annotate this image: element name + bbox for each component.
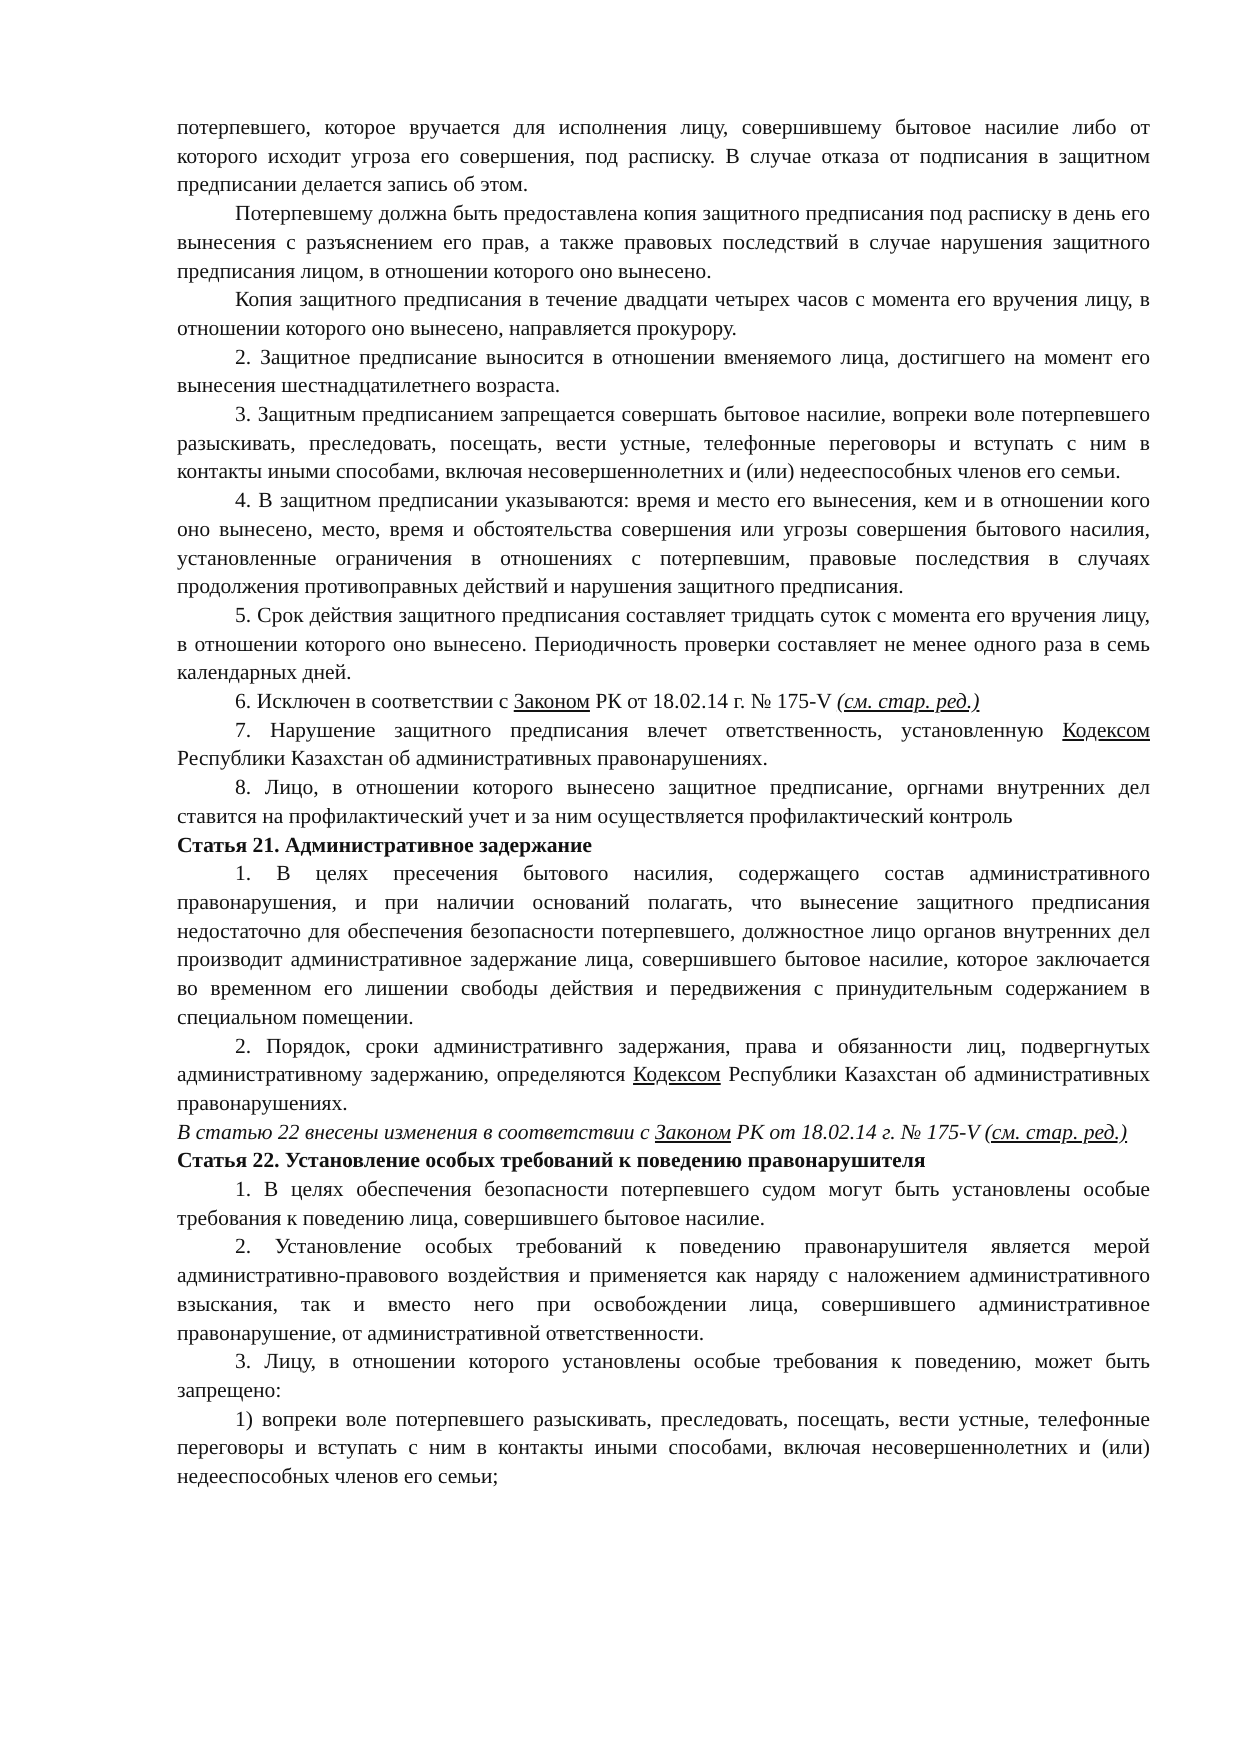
amendment-note — [177, 1118, 1150, 1147]
article-22-item-2: 2. Установление особых требований к поведению правонарушителя является мерой административно-правового воздействия и применяется как наряду с наложением административного взыскания, так и вместо него при освобождении лица, совершившего административное правонарушение, от административной ответственности. — [177, 1234, 1150, 1345]
law-link[interactable]: Законом — [654, 1119, 731, 1144]
article-22-subitem-1: 1) вопреки воле потерпевшего разыскивать, преследовать, посещать, вести устные, телефонные переговоры и вступать с ним в контакты иными способами, включая несовершеннолетних и (или) недееспособных членов его семьи; — [177, 1406, 1150, 1489]
paragraph-item-6 — [177, 687, 1150, 716]
paragraph-prosecutor-copy: Копия защитного предписания в течение двадцати четырех часов с момента его вручения лицу, в отношении которого оно вынесено, направляется прокурору. — [177, 287, 1150, 340]
code-link[interactable]: Кодексом — [1062, 717, 1150, 742]
paragraph-item-7 — [177, 716, 1150, 773]
article-21-item-2-after: Республики Казахстан об административных правонарушениях. — [177, 1062, 1150, 1115]
law-link[interactable]: Законом — [513, 689, 590, 714]
old-edition-link[interactable]: (см. стар. ред.) — [836, 689, 980, 714]
document-page — [177, 113, 1150, 1491]
amendment-note-before: В статью 22 внесены изменения в соответствии с — [177, 1119, 655, 1144]
paragraph-item-3: 3. Защитным предписанием запрещается совершать бытовое насилие, вопреки воле потерпевшего разыскивать, преследовать, посещать, вести устные, телефонные переговоры и вступать с ним в контакты иными способами, включая несовершеннолетних и (или) недееспособных членов его семьи. — [177, 402, 1150, 484]
article-21-heading: Статья 21. Административное задержание — [177, 832, 593, 857]
paragraph-item-4: 4. В защитном предписании указываются: время и место его вынесения, кем и в отношении кого оно вынесено, место, время и обстоятельства совершения или угрозы совершения бытового насилия, установленные ограничения в отношениях с потерпевшим, правовые последствия в случаях продолжения противоправных действий и нарушения защитного предписания. — [177, 488, 1150, 599]
paragraph-victim-copy: Потерпевшему должна быть предоставлена копия защитного предписания под расписку в день его вынесения с разъяснением его прав, а также правовых последствий в случае нарушения защитного предписания лицом, в отношении которого оно вынесено. — [177, 201, 1150, 283]
paragraph-continuation: потерпевшего, которое вручается для исполнения лицу, совершившему бытовое насилие либо от которого исходит угроза его совершения, под расписку. В случае отказа от подписания в защитном предписании делается запись об этом. — [177, 115, 1150, 197]
paragraph-item-8: 8. Лицо, в отношении которого вынесено защитное предписание, оргнами внутренних дел ставится на профилактический учет и за ним осуществляется профилактический контроль — [177, 775, 1150, 828]
article-21-item-2 — [177, 1032, 1150, 1118]
article-21-item-2-before: 2. Порядок, сроки административнго задержания, права и обязанности лиц, подвергнутых административному задержанию, определяются — [177, 1033, 1150, 1087]
item-6-text-before: 6. Исключен в соответствии с — [235, 689, 514, 714]
paragraph-item-5: 5. Срок действия защитного предписания составляет тридцать суток с момента его вручения лицу, в отношении которого оно вынесено. Периодичность проверки составляет не менее одного раза в семь календарных дней. — [177, 602, 1150, 685]
amendment-note-after: РК от 18.02.14 г. № 175-V — [731, 1119, 985, 1144]
item-7-text-before: 7. Нарушение защитного предписания влечет ответственность, установленную — [235, 717, 1063, 742]
code-link[interactable]: Кодексом — [633, 1062, 721, 1087]
article-21-item-1: 1. В целях пресечения бытового насилия, содержащего состав административного правонарушения, и при наличии оснований полагать, что вынесение защитного предписания недостаточно для обеспечения безопасности потерпевшего, должностное лицо органов внутренних дел производит административное задержание лица, совершившего бытовое насилие, которое заключается во временном его лишении свободы действия и передвижения с принудительным содержанием в специальном помещении. — [177, 861, 1150, 1029]
article-22-heading: Статья 22. Установление особых требований к поведению правонарушителя — [177, 1148, 926, 1173]
article-22-item-3: 3. Лицу, в отношении которого установлены особые требования к поведению, может быть запрещено: — [177, 1349, 1150, 1402]
paragraph-item-2: 2. Защитное предписание выносится в отношении вменяемого лица, достигшего на момент его вынесения шестнадцатилетнего возраста. — [177, 344, 1150, 398]
item-6-text-after: РК от 18.02.14 г. № 175-V — [589, 689, 837, 714]
item-7-text-after: Республики Казахстан об административных правонарушениях. — [177, 746, 768, 771]
article-22-item-1: 1. В целях обеспечения безопасности потерпевшего судом могут быть установлены особые требования к поведению лица, совершившего бытовое насилие. — [177, 1177, 1150, 1230]
old-edition-link[interactable]: (см. стар. ред.) — [984, 1119, 1128, 1144]
